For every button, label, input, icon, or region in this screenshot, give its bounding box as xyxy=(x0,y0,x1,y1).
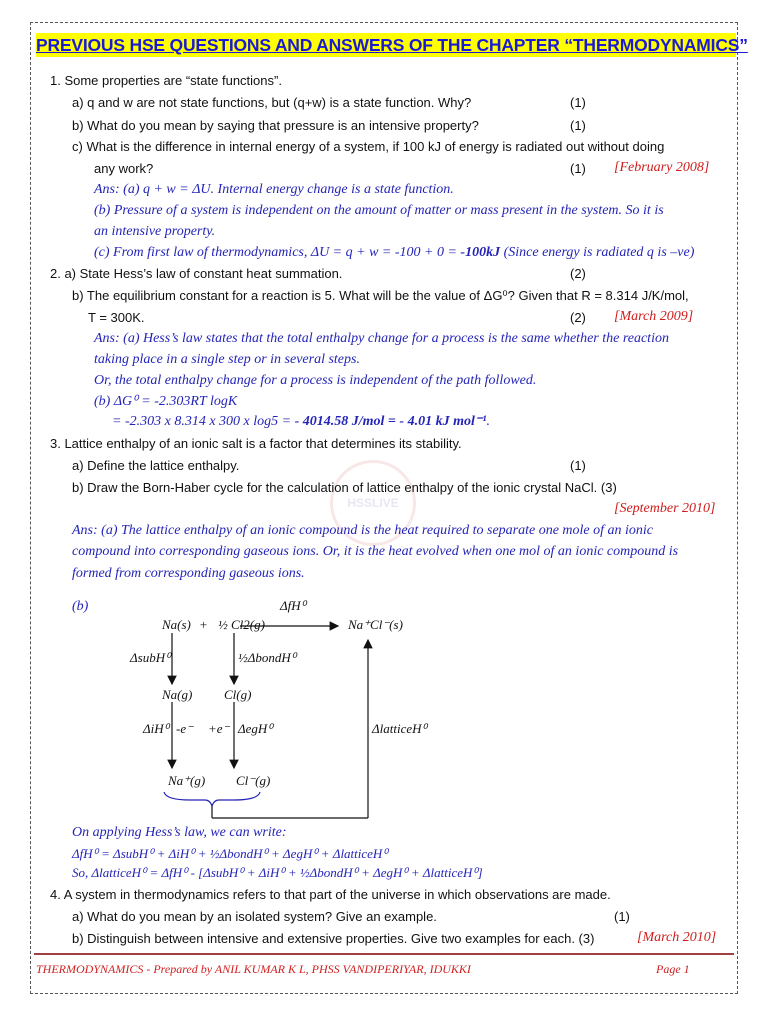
diag-plus-e: +e⁻ xyxy=(208,721,230,736)
watermark-logo: HSSLIVE xyxy=(330,460,416,546)
q2-ans-line1: Ans: (a) Hess’s law states that the total enthalpy change for a process is the same whether the reaction xyxy=(94,331,669,346)
diag-na-g: Na(g) xyxy=(162,687,193,702)
diag-plus: + xyxy=(199,617,208,632)
q1-ans4-b: -100kJ xyxy=(460,245,501,260)
q2-a: 2. a) State Hess’s law of constant heat summation. xyxy=(50,266,343,281)
q1-c-mark: (1) xyxy=(570,161,586,176)
q2-b-mark: (2) xyxy=(570,310,586,325)
q1-a-mark: (1) xyxy=(570,95,586,110)
diag-nacl-s: Na⁺Cl⁻(s) xyxy=(348,617,403,632)
diag-half-cl2: ½ Cl2(g) xyxy=(218,617,265,632)
footer-text: THERMODYNAMICS - Prepared by ANIL KUMAR K L, PHSS VANDIPERIYAR, IDUKKI xyxy=(36,962,471,976)
q1-c-line1: c) What is the difference in internal energy of a system, if 100 kJ of energy is radiated out without doing xyxy=(72,139,665,154)
q3-ans-line2: compound into corresponding gaseous ions. Or, it is the heat evolved when one mol of an ionic compound is xyxy=(72,544,679,559)
q4-b: b) Distinguish between intensive and extensive properties. Give two examples for each. (3) xyxy=(72,931,595,946)
footer-divider xyxy=(34,953,734,955)
diag-na-plus-g: Na⁺(g) xyxy=(168,773,206,788)
q3-hess-line2: ΔfH⁰ = ΔsubH⁰ + ΔiH⁰ + ½ΔbondH⁰ + ΔegH⁰ + ΔlatticeH⁰ xyxy=(72,846,388,861)
page-number: Page 1 xyxy=(656,962,690,976)
ions-brace xyxy=(164,792,260,806)
diag-deg-h: ΔegH⁰ xyxy=(238,721,273,736)
q2-a-mark: (2) xyxy=(570,266,586,281)
q3-ans-line1: Ans: (a) The lattice enthalpy of an ionic compound is the heat required to separate one mole of an ionic xyxy=(72,523,654,538)
diag-na-s: Na(s) xyxy=(162,617,191,632)
q3-hess-line3: So, ΔlatticeH⁰ = ΔfH⁰ - [ΔsubH⁰ + ΔiH⁰ + ½ΔbondH⁰ + ΔegH⁰ + ΔlatticeH⁰] xyxy=(72,865,483,880)
diag-cl-g: Cl(g) xyxy=(224,687,252,702)
q1-date: [February 2008] xyxy=(614,160,710,175)
q1-ans-line1: Ans: (a) q + w = ΔU. Internal energy change is a state function. xyxy=(94,182,454,197)
q1-a: a) q and w are not state functions, but (q+w) is a state function. Why? xyxy=(72,95,472,110)
q2-ans5-a: = -2.303 x 8.314 x 300 x log5 = xyxy=(112,414,295,429)
diag-dlattice-h: ΔlatticeH⁰ xyxy=(372,721,427,736)
q1-stem: 1. Some properties are “state functions”. xyxy=(50,73,282,88)
diag-half-dbond-h: ½ΔbondH⁰ xyxy=(238,650,296,665)
q3-a-mark: (1) xyxy=(570,458,586,473)
diag-minus-e: -e⁻ xyxy=(176,721,193,736)
q2-date: [March 2009] xyxy=(614,309,694,324)
q4-stem: 4. A system in thermodynamics refers to that part of the universe in which observations are made. xyxy=(50,887,611,902)
q2-ans5-b: - 4014.58 J/mol = - 4.01 kJ mol⁻¹ xyxy=(294,414,487,429)
q3-date: [September 2010] xyxy=(614,501,716,516)
q1-b-mark: (1) xyxy=(570,118,586,133)
q2-ans-line3: Or, the total enthalpy change for a process is independent of the path followed. xyxy=(94,373,537,388)
q3-stem: 3. Lattice enthalpy of an ionic salt is a factor that determines its stability. xyxy=(50,436,462,451)
q2-ans-line2: taking place in a single step or in several steps. xyxy=(94,352,360,367)
q1-b: b) What do you mean by saying that pressure is an intensive property? xyxy=(72,118,479,133)
q1-ans4-c: (Since energy is radiated q is –ve) xyxy=(500,245,695,260)
q3-b: b) Draw the Born-Haber cycle for the calculation of lattice enthalpy of the ionic crystal NaCl. (3) xyxy=(72,480,617,495)
diag-dsub-h: ΔsubH⁰ xyxy=(130,650,171,665)
q2-b-line2: T = 300K. xyxy=(88,310,145,325)
q3-ans-b: (b) xyxy=(72,599,89,614)
q4-a-mark: (1) xyxy=(614,909,630,924)
q1-ans-line3: an intensive property. xyxy=(94,224,216,239)
q3-ans-line3: formed from corresponding gaseous ions. xyxy=(72,566,305,581)
diag-cl-minus-g: Cl⁻(g) xyxy=(236,773,271,788)
q3-a: a) Define the lattice enthalpy. xyxy=(72,458,240,473)
q3-hess-line1: On applying Hess’s law, we can write: xyxy=(72,825,287,840)
q2-ans-line4: (b) ΔG⁰ = -2.303RT logK xyxy=(94,394,238,409)
q2-ans5-c: . xyxy=(486,414,490,429)
page-title: PREVIOUS HSE QUESTIONS AND ANSWERS OF THE CHAPTER “THERMODYNAMICS” xyxy=(36,35,748,55)
q1-c-line2: any work? xyxy=(94,161,154,176)
q4-a: a) What do you mean by an isolated system? Give an example. xyxy=(72,909,437,924)
diag-df-h: ΔfH⁰ xyxy=(280,598,306,613)
q1-ans4-a: (c) From first law of thermodynamics, ΔU = q + w = -100 + 0 = xyxy=(94,245,461,260)
q1-ans-line2: (b) Pressure of a system is independent on the amount of matter or mass present in the system. So it is xyxy=(94,203,664,218)
q2-b-line1: b) The equilibrium constant for a reaction is 5. What will be the value of ΔG⁰? Given that R = 8.314 J/K/mol, xyxy=(72,288,689,303)
diag-di-h: ΔiH⁰ xyxy=(143,721,169,736)
q4-date: [March 2010] xyxy=(637,930,717,945)
